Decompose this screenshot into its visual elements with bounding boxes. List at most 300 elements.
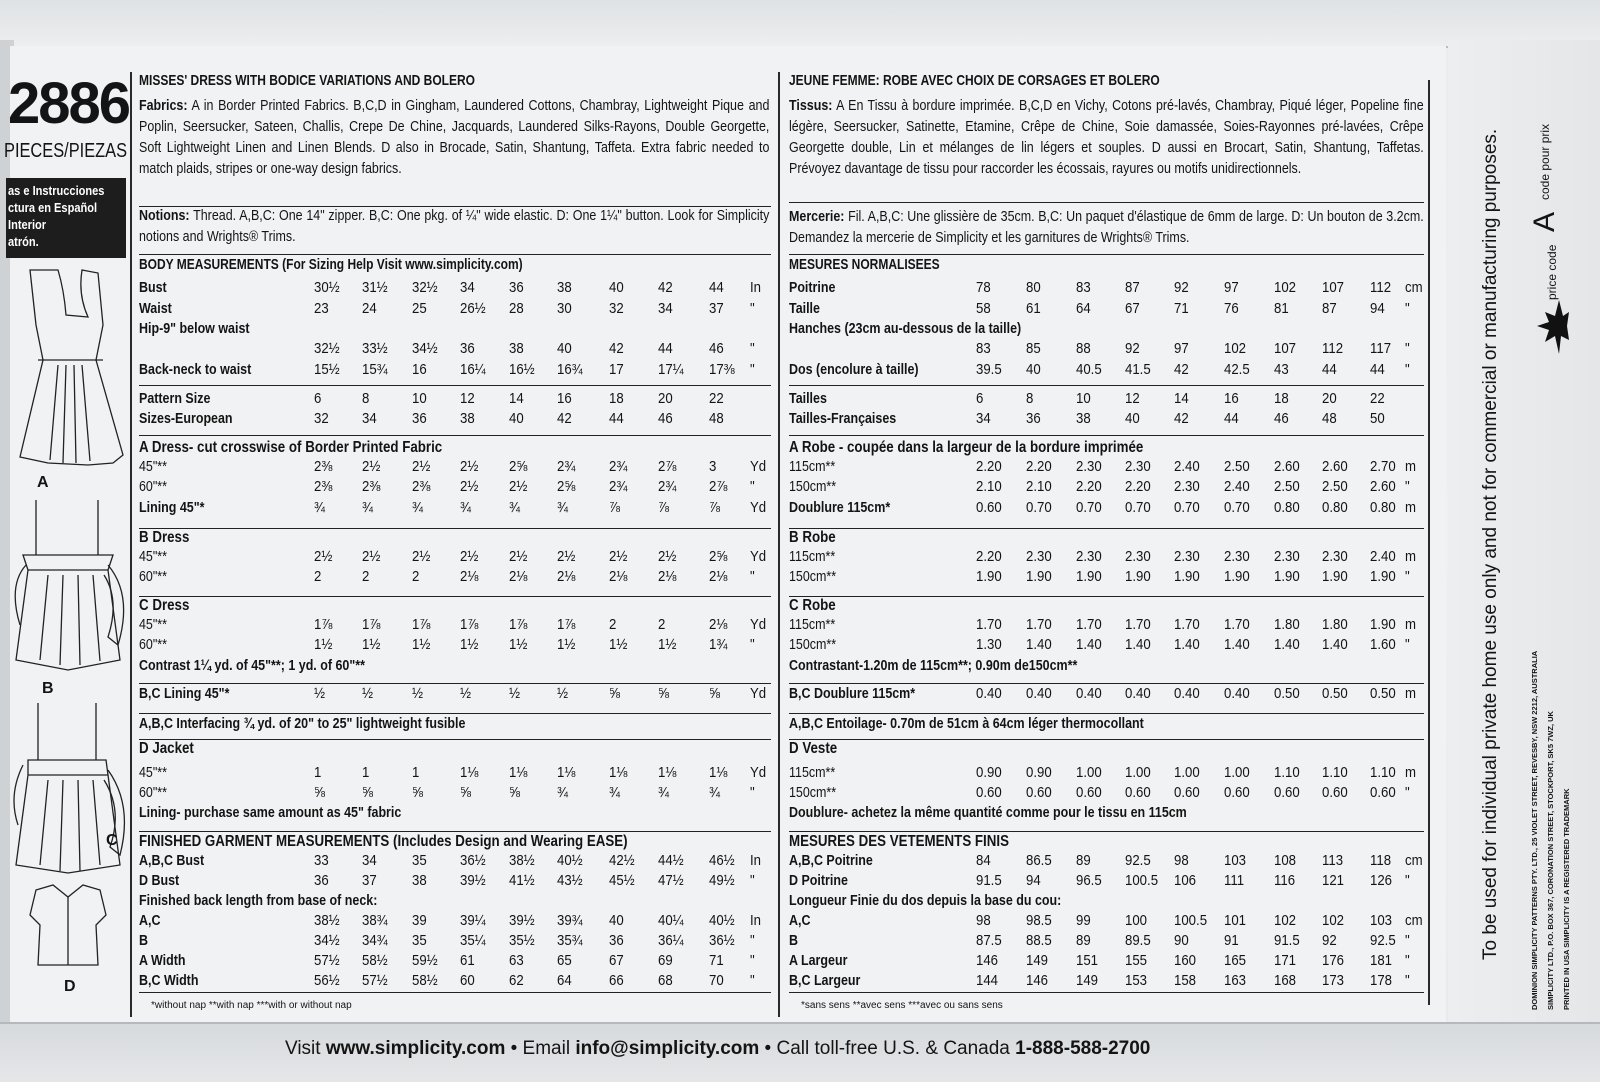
en-cell: 39½ — [460, 872, 486, 889]
fr-cell: 100.5 — [1174, 912, 1208, 929]
en-unit: Yd — [750, 499, 767, 516]
fr-cell: 42 — [1174, 410, 1189, 427]
en-cell: 40 — [609, 279, 624, 296]
fr-cell: 2.20 — [976, 458, 1002, 475]
fr-row-label: B — [789, 933, 799, 949]
fr-cell: 94 — [1370, 300, 1385, 317]
fr-cell: 1.90 — [1224, 568, 1250, 585]
fr-cell: 149 — [1026, 952, 1049, 969]
en-row-label: B,C Lining 45"* — [139, 686, 230, 702]
en-unit: " — [750, 300, 755, 317]
en-cell: ½ — [509, 685, 521, 702]
fr-cell: 1.90 — [1125, 568, 1151, 585]
en-unit: " — [750, 952, 755, 969]
en-cell: 1½ — [509, 636, 528, 653]
en-cell: 32½ — [412, 279, 438, 296]
en-row-label: 45"** — [139, 765, 168, 781]
fr-fabrics — [789, 96, 1424, 180]
en-cell: 2 — [412, 568, 420, 585]
fr-row-label: 115cm** — [789, 459, 836, 475]
envelope-top-flap — [0, 0, 1600, 48]
fr-cell: 36 — [1026, 410, 1041, 427]
en-row-label: C Dress — [139, 597, 190, 614]
instr-line: Interior — [8, 217, 47, 232]
en-cell: 36¼ — [658, 932, 684, 949]
fr-footnote: *sans sens **avec sens ***avec ou sans sens — [801, 1000, 1003, 1011]
fr-cell: 107 — [1274, 340, 1297, 357]
fr-cell: 168 — [1274, 972, 1297, 989]
en-cell: 20 — [658, 390, 673, 407]
fr-unit: " — [1405, 952, 1410, 969]
en-cell: 61 — [460, 952, 475, 969]
en-cell: 42½ — [609, 852, 635, 869]
en-cell: 1⅛ — [609, 764, 628, 781]
fr-cell: 0.50 — [1322, 685, 1348, 702]
fr-cell: 42.5 — [1224, 361, 1250, 378]
fr-cell: 1.70 — [1076, 616, 1102, 633]
fr-cell: 153 — [1125, 972, 1148, 989]
fr-cell: 86.5 — [1026, 852, 1052, 869]
en-unit: " — [750, 636, 755, 653]
en-cell: 25 — [412, 300, 427, 317]
en-cell: 32½ — [314, 340, 340, 357]
fr-cell: 2.60 — [1370, 478, 1396, 495]
fr-cell: 98 — [1174, 852, 1189, 869]
en-cell: 16¾ — [557, 361, 583, 378]
en-row-label: Lining 45"* — [139, 500, 205, 516]
fr-row-label: C Robe — [789, 597, 836, 614]
fr-row-label: MESURES DES VETEMENTS FINIS — [789, 833, 1009, 850]
fr-cell: 14 — [1174, 390, 1189, 407]
en-cell: 1½ — [557, 636, 576, 653]
en-cell: ¾ — [460, 499, 472, 516]
en-unit: In — [750, 852, 762, 869]
en-cell: 68 — [658, 972, 673, 989]
fr-cell: 2.30 — [1174, 548, 1200, 565]
en-cell: ½ — [557, 685, 569, 702]
fr-unit: m — [1405, 499, 1416, 516]
fr-cell: 1.00 — [1076, 764, 1102, 781]
fr-cell: 83 — [976, 340, 991, 357]
sketch-label-d: D — [64, 978, 76, 995]
en-cell: 60 — [460, 972, 475, 989]
fr-cell: 151 — [1076, 952, 1099, 969]
legal-line-2: SIMPLICITY LTD., P.O. BOX 367, CORONATION STREET, STOCKPORT, SK5 7WZ, UK — [1546, 711, 1555, 1010]
en-cell: 2½ — [314, 548, 333, 565]
en-cell: 47½ — [658, 872, 684, 889]
fr-cell: 117 — [1370, 340, 1392, 357]
en-row-label: 45"** — [139, 459, 168, 475]
price-code-label: price code — [1545, 244, 1559, 300]
fr-cell: 2.30 — [1076, 548, 1102, 565]
fr-divider — [789, 202, 1424, 203]
en-cell: ¾ — [557, 784, 569, 801]
fr-cell: 18 — [1274, 390, 1289, 407]
en-cell: 12 — [460, 390, 475, 407]
fr-cell: 88 — [1076, 340, 1091, 357]
fr-cell: 121 — [1322, 872, 1345, 889]
fr-cell: 100 — [1125, 912, 1148, 929]
en-cell: 14 — [509, 390, 524, 407]
en-divider — [139, 254, 771, 255]
en-row-label: Contrast 1¼ yd. of 45"**; 1 yd. of 60"** — [139, 658, 365, 674]
fr-row-label: B Robe — [789, 529, 836, 546]
en-row-label: 60"** — [139, 785, 168, 801]
fr-cell: 2.30 — [1224, 548, 1250, 565]
fr-row-label: 150cm** — [789, 569, 837, 585]
fr-cell: 155 — [1125, 952, 1148, 969]
en-cell: 45½ — [609, 872, 635, 889]
en-cell: 2 — [314, 568, 322, 585]
en-unit: " — [750, 932, 755, 949]
fr-row-label: Hanches (23cm au-dessous de la taille) — [789, 321, 1022, 337]
en-cell: 2⅞ — [658, 458, 677, 475]
en-cell: 63 — [509, 952, 524, 969]
fr-cell: 1.90 — [1076, 568, 1102, 585]
en-divider — [139, 435, 771, 436]
en-cell: 2 — [658, 616, 666, 633]
fr-cell: 0.70 — [1224, 499, 1250, 516]
en-cell: 46½ — [709, 852, 735, 869]
maple-leaf-icon — [1535, 298, 1569, 356]
en-cell: 59½ — [412, 952, 438, 969]
en-row-label: Sizes-European — [139, 411, 233, 427]
en-cell: ⅝ — [509, 784, 521, 801]
en-cell: 36 — [460, 340, 475, 357]
en-cell: 2⅛ — [658, 568, 677, 585]
fr-cell: 0.40 — [1174, 685, 1200, 702]
en-notions-text: Thread. A,B,C: One 14" zipper. B,C: One pkg. of ¼" wide elastic. D: One 1¼" button. Look for Simplicity notions and Wrights® Trims. — [139, 208, 770, 245]
en-divider — [139, 385, 771, 386]
en-cell: 2⅞ — [709, 478, 728, 495]
en-cell: 39¾ — [557, 912, 583, 929]
en-cell: ¾ — [314, 499, 326, 516]
fr-cell: 0.60 — [1076, 784, 1102, 801]
fr-cell: 98.5 — [1026, 912, 1052, 929]
en-cell: 35 — [412, 852, 427, 869]
fr-row-label: 115cm** — [789, 549, 836, 565]
en-cell: ⅝ — [314, 784, 326, 801]
fr-cell: 158 — [1174, 972, 1197, 989]
en-cell: 1⅞ — [412, 616, 431, 633]
en-unit: Yd — [750, 616, 767, 633]
fr-cell: 2.10 — [1026, 478, 1052, 495]
fr-cell: 98 — [976, 912, 991, 929]
fr-cell: 41.5 — [1125, 361, 1151, 378]
fr-cell: 0.80 — [1274, 499, 1300, 516]
fr-cell: 96.5 — [1076, 872, 1102, 889]
fr-cell: 2.70 — [1370, 458, 1396, 475]
en-cell: 2 — [362, 568, 370, 585]
en-cell: 44 — [709, 279, 724, 296]
fr-cell: 2.40 — [1370, 548, 1396, 565]
en-cell: 44½ — [658, 852, 684, 869]
en-cell: 2¾ — [658, 478, 677, 495]
en-unit: " — [750, 972, 755, 989]
en-cell: 2⅛ — [509, 568, 528, 585]
en-row-label: A,C — [139, 913, 161, 929]
en-cell: 15½ — [314, 361, 340, 378]
fr-cell: 0.60 — [1224, 784, 1250, 801]
en-cell: 30 — [557, 300, 572, 317]
en-divider — [139, 528, 771, 529]
fr-cell: 1.80 — [1274, 616, 1300, 633]
en-cell: 34 — [362, 410, 377, 427]
en-cell: 2⅜ — [412, 478, 431, 495]
fr-cell: 2.30 — [1026, 548, 1052, 565]
fr-row-label: B,C Doublure 115cm* — [789, 686, 916, 702]
en-cell: 2¾ — [609, 458, 628, 475]
fr-cell: 1.80 — [1322, 616, 1348, 633]
fr-cell: 146 — [976, 952, 999, 969]
en-cell: 36 — [509, 279, 524, 296]
fr-row-label: A,C — [789, 913, 811, 929]
fr-divider — [789, 385, 1424, 386]
fr-cell: 1.70 — [1026, 616, 1052, 633]
en-row-label: Bust — [139, 280, 167, 296]
en-divider — [139, 683, 771, 684]
en-cell: 30½ — [314, 279, 340, 296]
fr-cell: 91.5 — [1274, 932, 1300, 949]
en-cell: ¾ — [709, 784, 721, 801]
en-row-label: D Jacket — [139, 740, 194, 757]
fr-unit: m — [1405, 616, 1416, 633]
en-cell: ¾ — [412, 499, 424, 516]
fr-cell: 118 — [1370, 852, 1392, 869]
en-cell: 46 — [658, 410, 673, 427]
fr-cell: 1.90 — [1026, 568, 1052, 585]
fr-cell: 85 — [1026, 340, 1041, 357]
instr-line: atrón. — [8, 234, 39, 249]
fr-cell: 64 — [1076, 300, 1091, 317]
fr-row-label: A Largeur — [789, 953, 848, 969]
en-cell: 1 — [362, 764, 370, 781]
footer-visit: Visit — [285, 1038, 326, 1059]
fr-cell: 87.5 — [976, 932, 1002, 949]
fr-cell: 0.40 — [976, 685, 1002, 702]
fr-cell: 2.30 — [1125, 548, 1151, 565]
fr-cell: 6 — [976, 390, 984, 407]
fr-cell: 48 — [1322, 410, 1337, 427]
en-cell: 2½ — [460, 548, 479, 565]
fr-cell: 181 — [1370, 952, 1393, 969]
fr-cell: 2.20 — [1026, 458, 1052, 475]
fr-cell: 16 — [1224, 390, 1239, 407]
en-cell: 1 — [412, 764, 420, 781]
en-cell: 56½ — [314, 972, 340, 989]
en-cell: 35¾ — [557, 932, 583, 949]
en-cell: 2½ — [362, 458, 381, 475]
fr-cell: 91 — [1224, 932, 1239, 949]
en-cell: 31½ — [362, 279, 388, 296]
fr-cell: 1.00 — [1125, 764, 1151, 781]
fr-cell: 89 — [1076, 852, 1091, 869]
en-cell: 1⅞ — [460, 616, 479, 633]
fr-notions — [789, 207, 1424, 249]
en-fabrics-label: Fabrics: — [139, 98, 188, 114]
en-cell: 36 — [609, 932, 624, 949]
fr-cell: 0.70 — [1026, 499, 1052, 516]
en-row-label: B,C Width — [139, 973, 199, 989]
fr-cell: 2.30 — [1076, 458, 1102, 475]
fr-cell: 112 — [1370, 279, 1392, 296]
en-cell: 2½ — [460, 478, 479, 495]
fr-cell: 42 — [1174, 361, 1189, 378]
en-row-label: Pattern Size — [139, 391, 211, 407]
fr-cell: 92 — [1322, 932, 1337, 949]
en-cell: 40 — [509, 410, 524, 427]
pieces-label: PIECES/PIEZAS — [4, 140, 128, 162]
en-cell: 49½ — [709, 872, 735, 889]
en-unit: Yd — [750, 548, 767, 565]
fr-cell: 44 — [1370, 361, 1385, 378]
contact-footer — [285, 1038, 1150, 1060]
en-cell: ⅞ — [658, 499, 670, 516]
en-unit: Yd — [750, 685, 767, 702]
fr-unit: " — [1405, 478, 1410, 495]
en-cell: 38 — [509, 340, 524, 357]
en-row-label: D Bust — [139, 873, 180, 889]
en-cell: 23 — [314, 300, 329, 317]
en-cell: 46 — [709, 340, 724, 357]
en-cell: ⅝ — [709, 685, 721, 702]
footer-url[interactable]: www.simplicity.com — [325, 1038, 506, 1059]
fr-row-label: 115cm** — [789, 765, 836, 781]
en-cell: 1½ — [362, 636, 381, 653]
fr-divider — [789, 596, 1424, 597]
fr-cell: 1.10 — [1274, 764, 1300, 781]
fr-cell: 2.30 — [1125, 458, 1151, 475]
fr-cell: 8 — [1026, 390, 1034, 407]
fr-cell: 2.30 — [1174, 478, 1200, 495]
fr-cell: 1.10 — [1370, 764, 1396, 781]
en-cell: 41½ — [509, 872, 535, 889]
fr-cell: 92.5 — [1370, 932, 1396, 949]
en-divider — [139, 992, 771, 993]
en-cell: 2⅛ — [460, 568, 479, 585]
fr-cell: 97 — [1174, 340, 1189, 357]
fr-cell: 108 — [1274, 852, 1297, 869]
fr-cell: 39.5 — [976, 361, 1002, 378]
fr-cell: 100.5 — [1125, 872, 1159, 889]
fr-unit: " — [1405, 872, 1410, 889]
en-cell: 10 — [412, 390, 427, 407]
price-code-french: code pour prix — [1538, 123, 1552, 200]
en-cell: 1½ — [412, 636, 431, 653]
en-cell: 35¼ — [460, 932, 486, 949]
fr-cell: 1.60 — [1370, 636, 1396, 653]
fr-cell: 76 — [1224, 300, 1239, 317]
en-cell: 40 — [609, 912, 624, 929]
fr-cell: 2.40 — [1174, 458, 1200, 475]
en-cell: 36 — [412, 410, 427, 427]
fr-unit: " — [1405, 932, 1410, 949]
legal-line-1: DOMINION SIMPLICITY PATTERNS PTY. LTD., 25 VIOLET STREET, REVESBY, NSW 2212, AUSTRALIA — [1530, 650, 1539, 1010]
fr-cell: 0.40 — [1026, 685, 1052, 702]
instructions-badge — [6, 178, 126, 258]
fr-cell: 0.80 — [1370, 499, 1396, 516]
fr-cell: 0.70 — [1125, 499, 1151, 516]
en-cell: 69 — [658, 952, 673, 969]
fr-cell: 91.5 — [976, 872, 1002, 889]
fr-cell: 0.60 — [1370, 784, 1396, 801]
fr-cell: 44 — [1322, 361, 1337, 378]
fr-cell: 106 — [1174, 872, 1197, 889]
fr-row-label: 150cm** — [789, 637, 837, 653]
fr-cell: 10 — [1076, 390, 1091, 407]
fr-cell: 2.20 — [976, 548, 1002, 565]
fr-cell: 99 — [1076, 912, 1091, 929]
en-cell: 58½ — [412, 972, 438, 989]
en-unit: " — [750, 340, 755, 357]
fr-cell: 171 — [1274, 952, 1297, 969]
fr-cell: 1.00 — [1224, 764, 1250, 781]
fr-cell: 71 — [1174, 300, 1189, 317]
en-cell: 2½ — [557, 548, 576, 565]
footer-email[interactable]: info@simplicity.com — [575, 1038, 760, 1059]
en-cell: 39 — [412, 912, 427, 929]
fr-cell: 46 — [1274, 410, 1289, 427]
en-unit: " — [750, 478, 755, 495]
fr-row-label: Taille — [789, 301, 820, 317]
fr-cell: 89.5 — [1125, 932, 1151, 949]
fr-cell: 87 — [1322, 300, 1337, 317]
fr-cell: 163 — [1224, 972, 1247, 989]
fr-divider — [789, 435, 1424, 436]
fr-row-label: Dos (encolure à taille) — [789, 362, 919, 378]
fr-unit: m — [1405, 685, 1416, 702]
fr-unit: " — [1405, 784, 1410, 801]
en-unit: " — [750, 568, 755, 585]
fr-cell: 101 — [1224, 912, 1247, 929]
en-cell: ⅝ — [460, 784, 472, 801]
en-cell: 33 — [314, 852, 329, 869]
fr-cell: 1.70 — [1224, 616, 1250, 633]
fr-cell: 2.20 — [1125, 478, 1151, 495]
en-row-label: 60"** — [139, 569, 168, 585]
en-divider — [139, 713, 771, 714]
fr-cell: 2.10 — [976, 478, 1002, 495]
en-cell: 43½ — [557, 872, 583, 889]
garment-sketches — [8, 265, 130, 1025]
fr-unit: cm — [1405, 852, 1423, 869]
en-row-label: FINISHED GARMENT MEASUREMENTS (Includes Design and Wearing EASE) — [139, 833, 628, 850]
fr-cell: 149 — [1076, 972, 1099, 989]
fr-divider — [789, 683, 1424, 684]
legal-line-3: PRINTED IN USA SIMPLICITY IS A REGISTERED TRADEMARK — [1562, 788, 1571, 1010]
right-margin-panel — [1448, 40, 1600, 1030]
en-body-heading: BODY MEASUREMENTS (For Sizing Help Visit www.simplicity.com) — [139, 256, 523, 273]
en-cell: 48 — [709, 410, 724, 427]
en-cell: 2½ — [509, 478, 528, 495]
fr-cell: 58 — [976, 300, 991, 317]
fr-cell: 0.40 — [1224, 685, 1250, 702]
fr-cell: 113 — [1322, 852, 1344, 869]
fr-cell: 1.10 — [1322, 764, 1348, 781]
fr-row-label: Doublure- achetez la même quantité comme pour le tissu en 115cm — [789, 805, 1187, 821]
en-row-label: Waist — [139, 301, 172, 317]
en-cell: 42 — [609, 340, 624, 357]
en-cell: 16½ — [509, 361, 535, 378]
fr-cell: 1.40 — [1076, 636, 1102, 653]
fr-cell: 173 — [1322, 972, 1345, 989]
en-cell: 1¾ — [709, 636, 728, 653]
fr-cell: 178 — [1370, 972, 1393, 989]
fr-cell: 0.60 — [1274, 784, 1300, 801]
en-fabrics — [139, 96, 769, 180]
en-cell: 2¾ — [557, 458, 576, 475]
en-row-label: B — [139, 933, 149, 949]
